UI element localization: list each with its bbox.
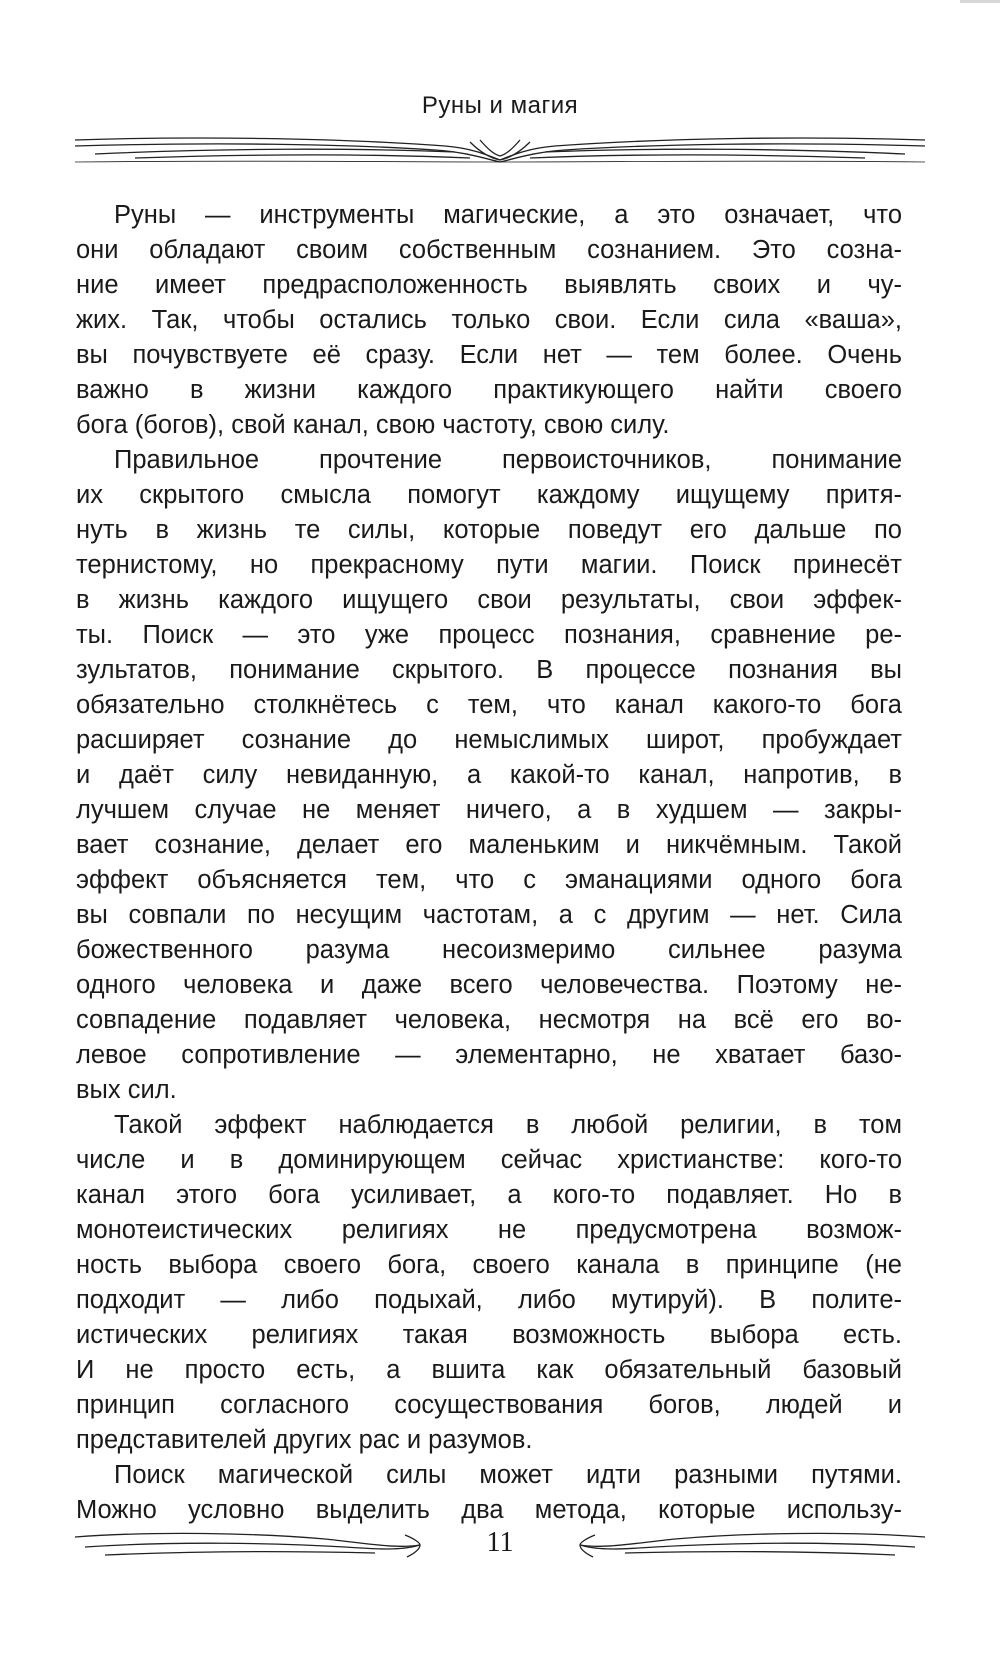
text-line: нуть в жизнь те силы, которые поведут его дальше по xyxy=(76,516,902,544)
scan-edge-mark xyxy=(960,0,1000,3)
text-line: одного человека и даже всего человечества. Поэтому не- xyxy=(76,971,902,999)
text-line: лучшем случае не меняет ничего, а в худшем — закры- xyxy=(76,796,902,824)
text-line: Правильное прочтение первоисточников, понимание xyxy=(114,446,902,474)
text-line: божественного разума несоизмеримо сильнее разума xyxy=(76,936,902,964)
text-line: И не просто есть, а вшита как обязательный базовый xyxy=(76,1356,902,1384)
text-line: и даёт силу невиданную, а какой-то канал, напротив, в xyxy=(76,761,902,789)
text-line: Руны — инструменты магические, а это означает, что xyxy=(114,201,902,229)
text-line: Можно условно выделить два метода, которые использу- xyxy=(76,1496,902,1524)
text-line: ние имеет предрасположенность выявлять своих и чу- xyxy=(76,271,902,299)
text-line: ты. Поиск — это уже процесс познания, сравнение ре- xyxy=(76,621,902,649)
text-line: бога (богов), свой канал, свою частоту, свою силу. xyxy=(76,411,670,439)
text-line: подходит — либо подыхай, либо мутируй). В полите- xyxy=(76,1286,902,1314)
text-line: монотеистических религиях не предусмотрена возмож- xyxy=(76,1216,902,1244)
page-number: 11 xyxy=(486,1527,514,1558)
text-line: совпадение подавляет человека, несмотря на всё его во- xyxy=(76,1006,902,1034)
text-line: они обладают своим собственным сознанием. Это созна- xyxy=(76,236,902,264)
text-line: канал этого бога усиливает, а кого-то подавляет. Но в xyxy=(76,1181,902,1209)
text-line: обязательно столкнётесь с тем, что канал какого-то бога xyxy=(76,691,902,719)
text-line: эффект объясняется тем, что с эманациями одного бога xyxy=(76,866,902,894)
text-line: вы почувствуете её сразу. Если нет — тем более. Очень xyxy=(76,341,902,369)
text-line: зультатов, понимание скрытого. В процессе познания вы xyxy=(76,656,902,684)
text-line: тернистому, но прекрасному пути магии. Поиск принесёт xyxy=(76,551,902,579)
text-line: их скрытого смысла помогут каждому ищущему притя- xyxy=(76,481,902,509)
text-line: Такой эффект наблюдается в любой религии, в том xyxy=(114,1111,902,1139)
text-line: важно в жизни каждого практикующего найти своего xyxy=(76,376,902,404)
text-line: ность выбора своего бога, своего канала в принципе (не xyxy=(76,1251,902,1279)
text-line: вы совпали по несущим частотам, а с другим — нет. Сила xyxy=(76,901,902,929)
text-line: Поиск магической силы может идти разными путями. xyxy=(114,1461,902,1489)
running-title: Руны и магия xyxy=(421,92,579,119)
text-line: жих. Так, чтобы остались только свои. Если сила «ваша», xyxy=(76,306,902,334)
text-line: левое сопротивление — элементарно, не хватает базо- xyxy=(76,1041,902,1069)
text-line: истических религиях такая возможность выбора есть. xyxy=(76,1321,902,1349)
text-line: представителей других рас и разумов. xyxy=(76,1426,533,1454)
text-line: принцип согласного сосуществования богов, людей и xyxy=(76,1391,902,1419)
header-ornament xyxy=(75,132,925,172)
text-line: числе и в доминирующем сейчас христианстве: кого-то xyxy=(76,1146,902,1174)
body-text xyxy=(76,198,902,1528)
text-line: вых сил. xyxy=(76,1076,177,1104)
text-line: вает сознание, делает его маленьким и никчёмным. Такой xyxy=(76,831,902,859)
text-line: расширяет сознание до немыслимых широт, пробуждает xyxy=(76,726,902,754)
text-line: в жизнь каждого ищущего свои результаты, свои эффек- xyxy=(76,586,902,614)
